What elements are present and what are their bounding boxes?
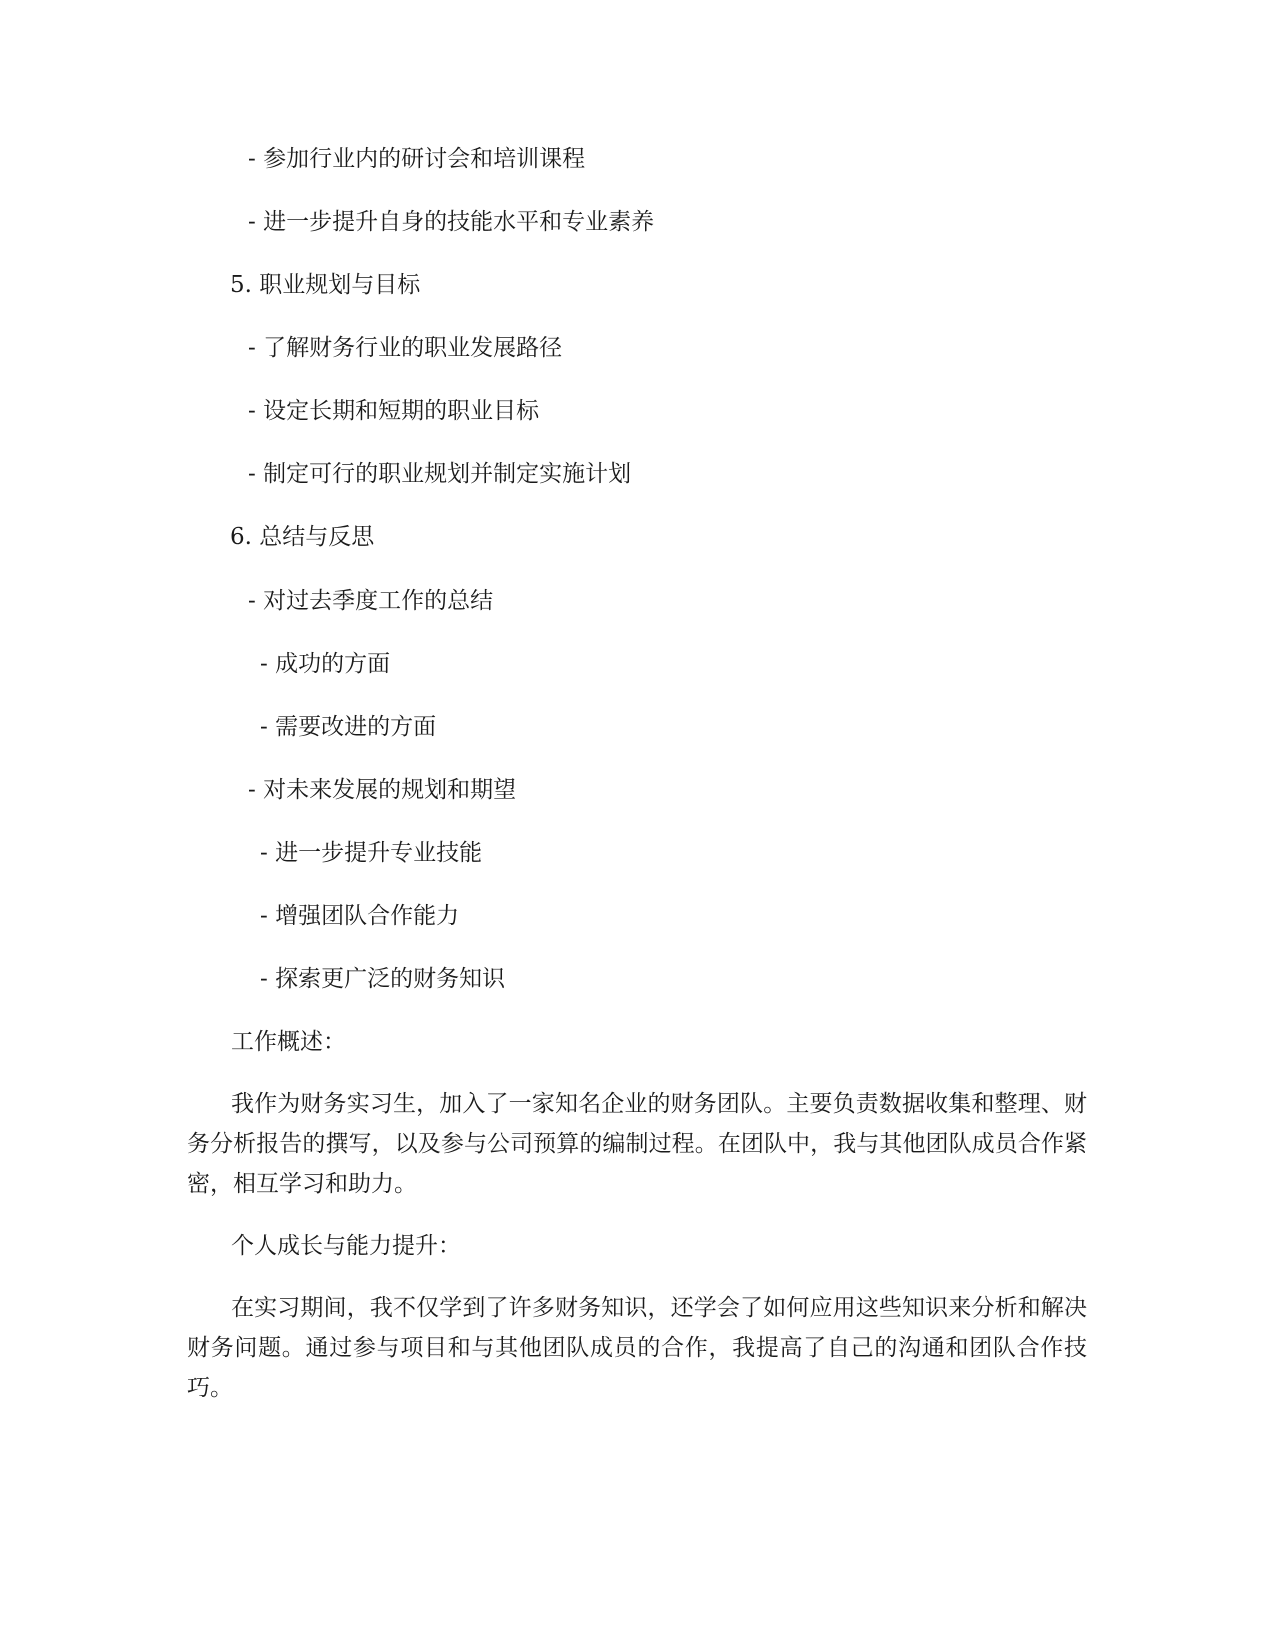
list-item: - 了解财务行业的职业发展路径 (248, 335, 563, 361)
section-heading: 6. 总结与反思 (230, 524, 375, 550)
list-subitem: - 探索更广泛的财务知识 (260, 966, 506, 992)
list-subitem: - 进一步提升专业技能 (260, 840, 483, 866)
list-subitem: - 成功的方面 (260, 651, 391, 677)
list-subitem: - 增强团队合作能力 (260, 903, 460, 929)
list-item: - 参加行业内的研讨会和培训课程 (248, 146, 586, 172)
list-subitem: - 需要改进的方面 (260, 714, 437, 740)
work-overview-paragraph: 我作为财务实习生，加入了一家知名企业的财务团队。主要负责数据收集和整理、财务分析报告的撰写，以及参与公司预算的编制过程。在团队中，我与其他团队成员合作紧密，相互学习和助力。 (187, 1091, 1087, 1197)
work-overview-heading: 工作概述： (231, 1029, 346, 1055)
growth-paragraph: 在实习期间，我不仅学到了许多财务知识，还学会了如何应用这些知识来分析和解决财务问题。通过参与项目和与其他团队成员的合作，我提高了自己的沟通和团队合作技巧。 (187, 1295, 1087, 1401)
section-heading: 5. 职业规划与目标 (230, 272, 421, 298)
growth-heading: 个人成长与能力提升： (231, 1233, 461, 1259)
list-item: - 进一步提升自身的技能水平和专业素养 (248, 209, 655, 235)
list-item: - 对过去季度工作的总结 (248, 588, 494, 614)
list-item: - 设定长期和短期的职业目标 (248, 398, 540, 424)
list-item: - 对未来发展的规划和期望 (248, 777, 517, 803)
list-item: - 制定可行的职业规划并制定实施计划 (248, 461, 632, 487)
